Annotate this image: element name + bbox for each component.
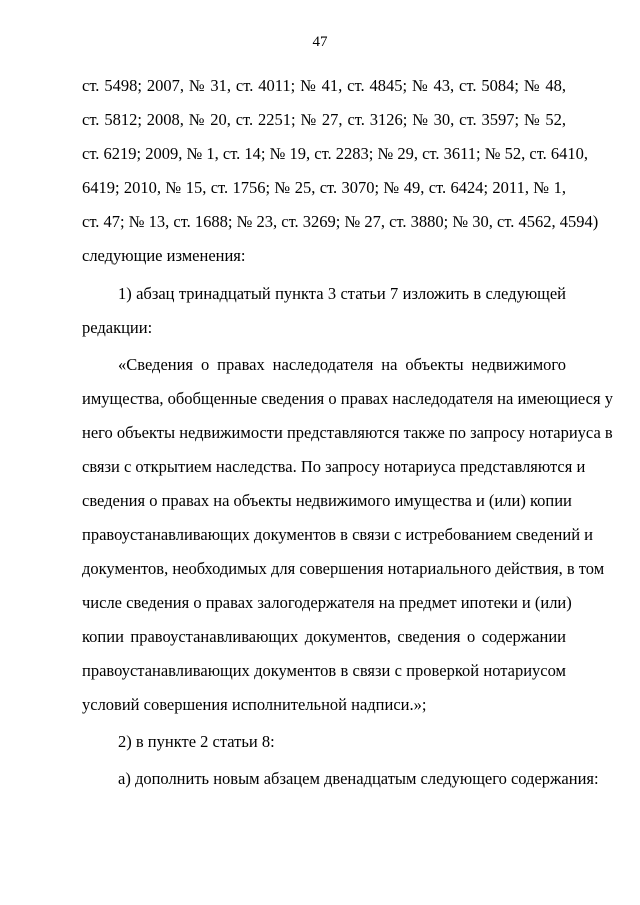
text-line: а) дополнить новым абзацем двенадцатым следующего содержания: (118, 769, 599, 788)
text-line: 6419; 2010, № 15, ст. 1756; № 25, ст. 3070; № 49, ст. 6424; 2011, № 1, (82, 178, 566, 197)
text-line: правоустанавливающих документов в связи с истребованием сведений и (82, 525, 593, 544)
text-line: сведения о правах на объекты недвижимого имущества и (или) копии (82, 491, 572, 510)
text-line: связи с открытием наследства. По запросу нотариуса представляются и (82, 457, 586, 476)
text-line: ст. 6219; 2009, № 1, ст. 14; № 19, ст. 2283; № 29, ст. 3611; № 52, ст. 6410, (82, 144, 589, 163)
text-line: копии правоустанавливающих документов, сведения о содержании (82, 627, 566, 646)
page-number: 47 (312, 34, 328, 50)
text-line: условий совершения исполнительной надписи.»; (82, 695, 427, 714)
text-line: документов, необходимых для совершения нотариального действия, в том (82, 559, 605, 578)
text-line: ст. 5498; 2007, № 31, ст. 4011; № 41, ст. 4845; № 43, ст. 5084; № 48, (82, 76, 566, 95)
text-line: «Сведения о правах наследодателя на объекты недвижимого (118, 355, 566, 374)
text-line: имущества, обобщенные сведения о правах наследодателя на имеющиеся у (82, 389, 613, 408)
text-line: 2) в пункте 2 статьи 8: (118, 732, 275, 751)
text-line: правоустанавливающих документов в связи с проверкой нотариусом (82, 661, 566, 680)
text-line: числе сведения о правах залогодержателя на предмет ипотеки и (или) (82, 593, 572, 612)
text-line: 1) абзац тринадцатый пункта 3 статьи 7 изложить в следующей (118, 284, 566, 303)
text-line: ст. 5812; 2008, № 20, ст. 2251; № 27, ст. 3126; № 30, ст. 3597; № 52, (82, 110, 566, 129)
text-line: ст. 47; № 13, ст. 1688; № 23, ст. 3269; № 27, ст. 3880; № 30, ст. 4562, 4594) (82, 212, 599, 231)
text-line: следующие изменения: (82, 246, 246, 265)
text-line: него объекты недвижимости представляются также по запросу нотариуса в (82, 423, 613, 442)
text-line: редакции: (82, 318, 153, 337)
